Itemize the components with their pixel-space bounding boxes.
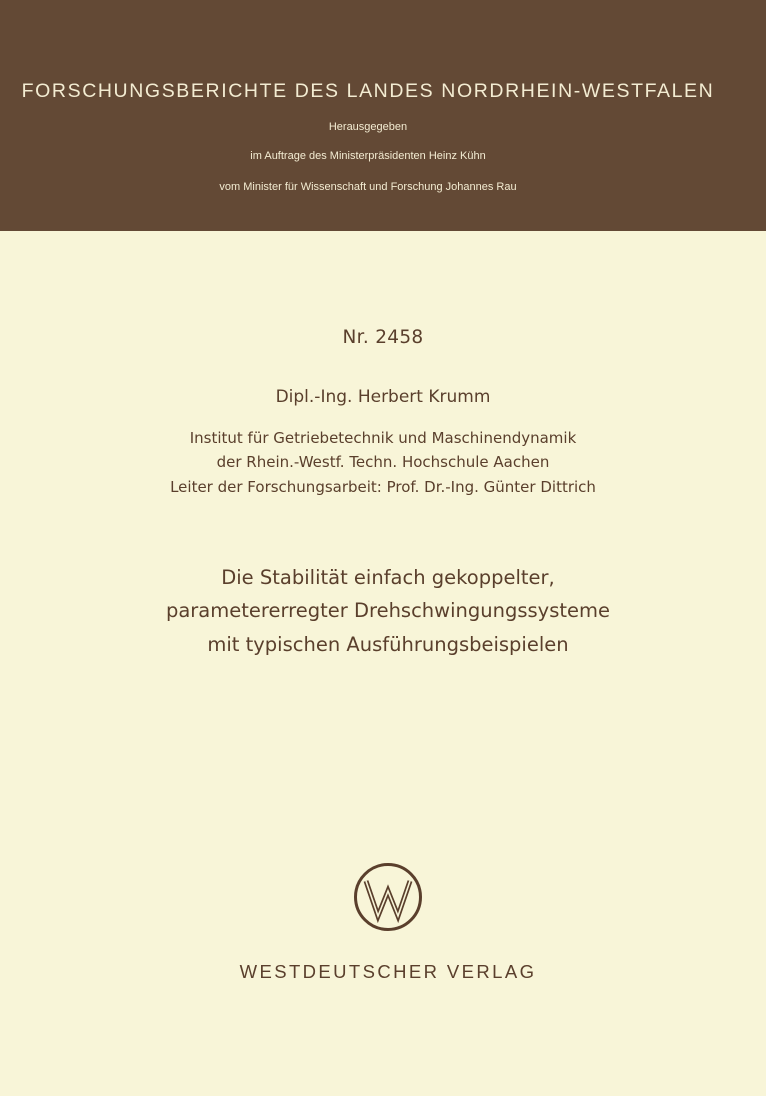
- book-title-line: mit typischen Ausführungsbeispielen: [207, 633, 569, 656]
- editor-line-commissioned: im Auftrage des Ministerpräsidenten Heinz Kühn: [250, 150, 486, 162]
- editor-line-published: Herausgegeben: [328, 121, 408, 133]
- affiliation-line: der Rhein.-Westf. Techn. Hochschule Aachen: [216, 453, 550, 471]
- header-band: [0, 0, 766, 231]
- publisher-name: WESTDEUTSCHER VERLAG: [239, 961, 537, 982]
- book-title-line: Die Stabilität einfach gekoppelter,: [221, 566, 555, 589]
- affiliation-line: Institut für Getriebetechnik und Maschinendynamik: [189, 429, 577, 447]
- report-number: Nr. 2458: [342, 327, 424, 348]
- editor-line-minister: vom Minister für Wissenschaft und Forschung Johannes Rau: [219, 181, 517, 193]
- series-title: FORSCHUNGSBERICHTE DES LANDES NORDRHEIN-WESTFALEN: [21, 80, 715, 102]
- publisher-logo-icon: [352, 861, 424, 933]
- affiliation-line: Leiter der Forschungsarbeit: Prof. Dr.-Ing. Günter Dittrich: [170, 478, 596, 496]
- book-title-line: parametererregter Drehschwingungssysteme: [165, 599, 611, 622]
- author-name: Dipl.-Ing. Herbert Krumm: [275, 387, 491, 407]
